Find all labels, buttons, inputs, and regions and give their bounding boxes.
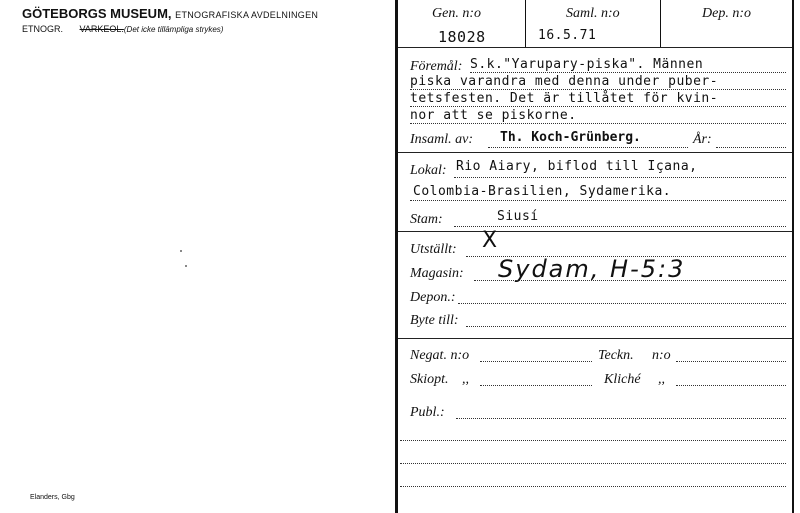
object-line-3: tetsfesten. Det är tillåtet för kvin- [410,91,719,106]
department-name: ETNOGRAFISKA AVDELNINGEN [175,10,319,20]
teckn-no: n:o [652,348,671,363]
museum-header [22,6,318,21]
exchange-label: Byte till: [410,313,459,328]
tribe-label: Stam: [410,212,443,227]
collector-label: Insaml. av: [410,132,473,147]
column-divider-1 [525,0,526,47]
publ-dots-1 [456,418,786,419]
tribe-value: Siusí [497,209,539,224]
skiopt-dots [480,385,592,386]
kliche-label: Kliché [604,372,641,387]
publ-dots-4 [400,486,786,487]
locality-label: Lokal: [410,163,447,178]
object-label: Föremål: [410,59,463,74]
teckn-label: Teckn. [598,348,634,363]
year-label: År: [693,132,712,147]
rule-numbers [398,47,792,48]
varkeol-label: VARKEOL. [79,24,124,34]
exchange-dots [466,326,786,327]
locality-line-1: Rio Aiary, biflod till Içana, [456,159,698,174]
publ-dots-3 [400,463,786,464]
object-line-2: piska varandra med denna under puber- [410,74,719,89]
speck-1 [180,250,182,252]
object-line-4: nor att se piskorne. [410,108,577,123]
object-dots-3 [410,106,786,107]
strike-note: (Det icke tillämpliga strykes) [123,25,224,34]
printer-mark: Elanders, Gbg [30,494,75,501]
etnogr-label: ETNOGR. [22,24,64,34]
skiopt-ditto: ,, [462,372,469,387]
rule-tribe [398,231,792,232]
speck-2 [185,265,187,267]
collector-dots [488,147,688,148]
object-dots-4 [410,123,786,124]
right-border [792,0,794,513]
object-dots-2 [410,89,786,90]
locality-dots-1 [454,177,786,178]
locality-line-2: Colombia-Brasilien, Sydamerika. [413,184,672,199]
object-dots-1 [470,72,786,73]
exhibited-label: Utställt: [410,242,457,257]
gen-label: Gen. n:o [432,6,481,21]
magazine-value: Sydam, H-5:3 [498,255,686,283]
skiopt-label: Skiopt. [410,372,449,387]
deposit-dots [458,303,786,304]
rule-storage [398,338,792,339]
header-subline [22,24,223,34]
kliche-dots [676,385,786,386]
deposit-label: Depon.: [410,290,456,305]
exhibited-value: X [482,228,500,253]
teckn-dots [676,361,786,362]
kliche-ditto: ,, [658,372,665,387]
negat-label: Negat. n:o [410,348,470,363]
object-line-1: S.k."Yarupary-piska". Männen [470,57,704,72]
locality-dots-2 [410,200,786,201]
negat-dots [480,361,592,362]
magazine-dots [474,280,786,281]
left-border [395,0,398,513]
gen-value: 18028 [438,28,486,46]
saml-value: 16.5.71 [538,28,597,43]
saml-label: Saml. n:o [566,6,620,21]
publ-label: Publ.: [410,405,445,420]
column-divider-2 [660,0,661,47]
collector-value: Th. Koch-Grünberg. [500,130,641,145]
year-dots [716,147,786,148]
museum-name: GÖTEBORGS MUSEUM, [22,6,172,21]
tribe-dots [454,226,786,227]
rule-collector [398,152,792,153]
publ-dots-2 [400,440,786,441]
dep-label: Dep. n:o [702,6,751,21]
magazine-label: Magasin: [410,266,464,281]
